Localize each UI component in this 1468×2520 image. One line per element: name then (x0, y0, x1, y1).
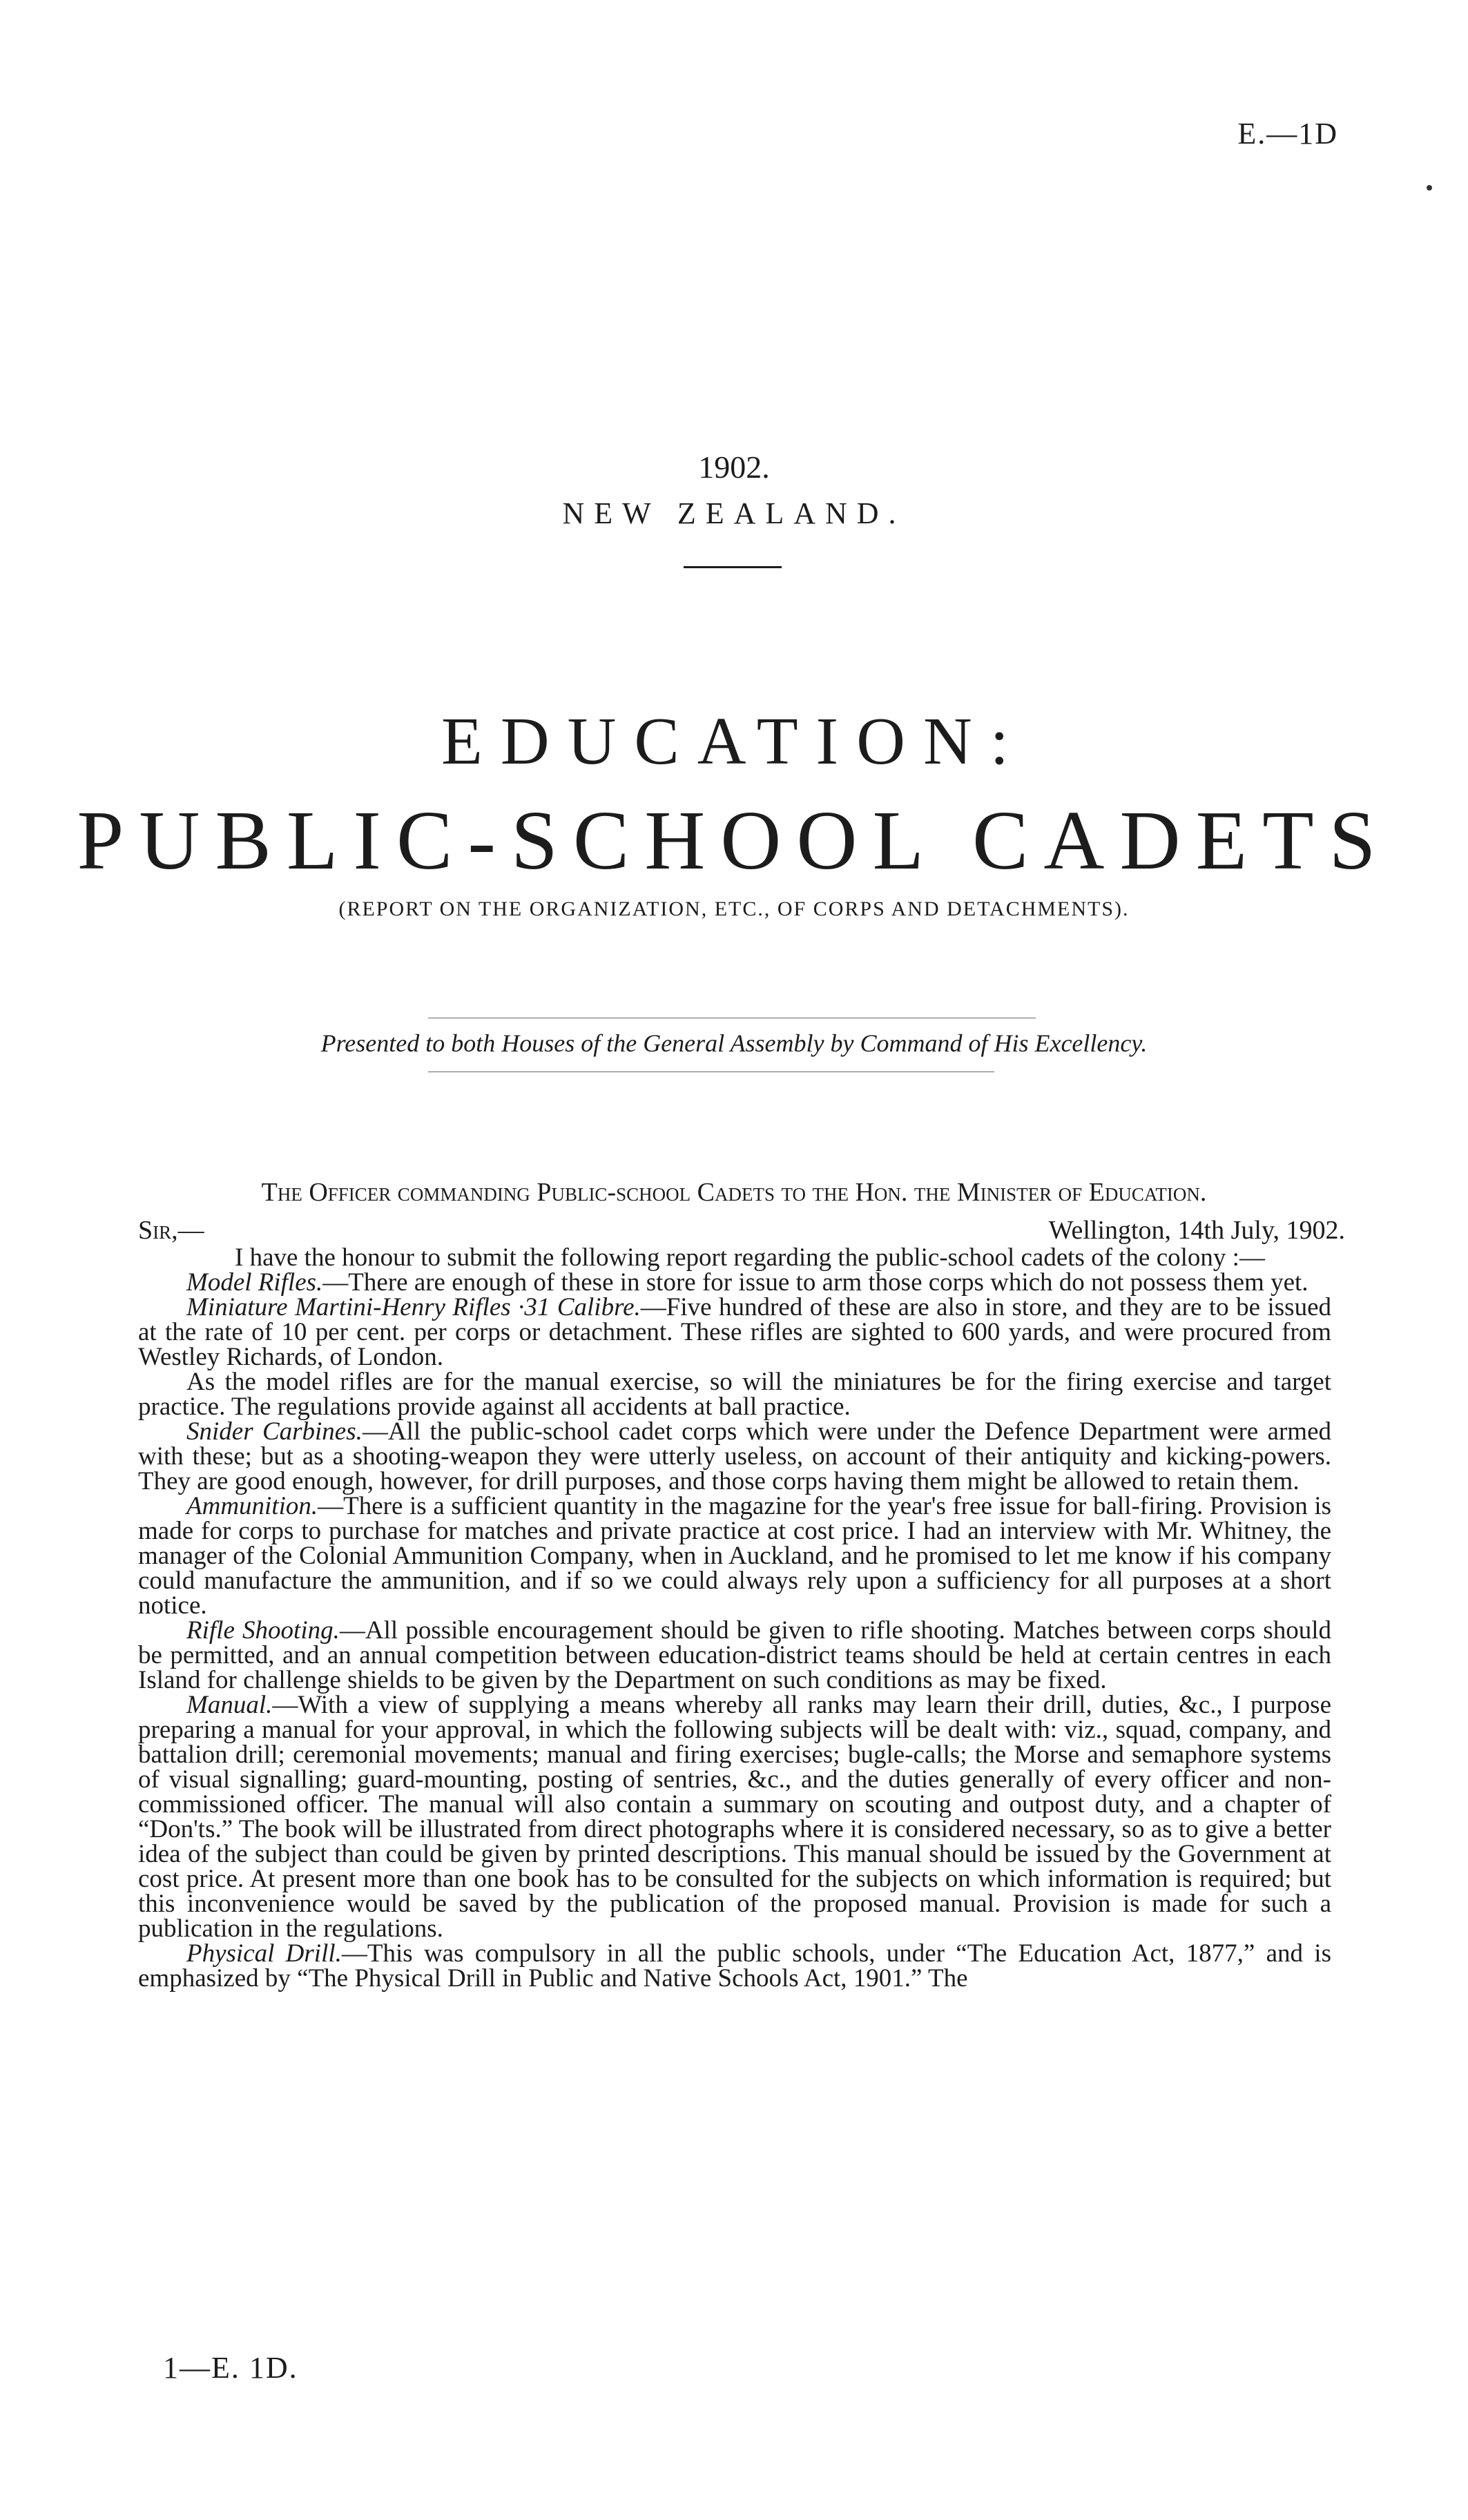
salutation: Sir,— (138, 1216, 204, 1245)
paragraph: Rifle Shooting.—All possible encouragement should be given to rifle shooting. Matches between corps should be permitted, and an annual competition between education-district teams should be held at certain centres in each Island for challenge shields to be given by the Department on such conditions as may be fixed. (138, 1616, 1331, 1694)
paragraph: I have the honour to submit the following report regarding the public-school cadets of the colony :— (235, 1243, 1265, 1272)
ink-spot (1427, 185, 1432, 191)
year: 1902. (698, 449, 770, 485)
paragraph: Manual.—With a view of supplying a means whereby all ranks may learn their drill, duties, &c., I purpose preparing a manual for your approval, in which the following subjects will be dealt with: viz., squad, company, and battalion drill; ceremonial movements; manual and firing exercises; bugle-calls; the Morse and semaphore systems of visual signalling; guard-mounting, posting of sentries, &c., and the duties generally of every officer and non-commissioned officer. The manual will also contain a summary on scouting and outpost duty, and a chapter of “Don'ts.” The book will be illustrated from direct photographs where it is considered necessary, so as to give a better idea of the subject than could be given by printed descriptions. This manual should be issued by the Government at cost price. At present more than one book has to be consulted for the subjects on which information is required; but this inconvenience would be saved by the publication of the proposed manual. Provision is made for such a publication in the regulations. (138, 1691, 1331, 1943)
report-description: (REPORT ON THE ORGANIZATION, ETC., OF CORPS AND DETACHMENTS). (338, 898, 1130, 920)
paragraph: Physical Drill.—This was compulsory in all the public schools, under “The Education Act, 1877,” and is emphasized by “The Physical Drill in Public and Native Schools Act, 1901.” The (138, 1939, 1331, 1993)
letter-body (138, 1243, 1331, 1993)
document-title: EDUCATION: (441, 704, 1027, 779)
letter-heading: The Officer commanding Public-school Cadets to the Hon. the Minister of Education. (261, 1178, 1207, 1207)
paragraph: Miniature Martini-Henry Rifles ·31 Calibre.—Five hundred of these are also in store, and they are to be issued at the rate of 10 per cent. per corps or detachment. These rifles are sighted to 600 yards, and were procured from Westley Richards, of London. (138, 1293, 1331, 1371)
presented-line: Presented to both Houses of the General Assembly by Command of His Excellency. (320, 1029, 1148, 1057)
divider-rule (684, 566, 782, 568)
paragraph: Snider Carbines.—All the public-school cadet corps which were under the Defence Department were armed with these; but as a shooting-weapon they were utterly useless, on account of their antiquity and kicking-powers. They are good enough, however, for drill purposes, and those corps having them might be allowed to retain them. (138, 1417, 1331, 1495)
dateline: Wellington, 14th July, 1902. (1048, 1216, 1345, 1245)
page-reference: E.—1D (1237, 117, 1338, 151)
paragraph: Model Rifles.—There are enough of these in store for issue to arm those corps which do not possess them yet. (186, 1268, 1308, 1297)
document-subtitle: PUBLIC-SCHOOL CADETS (77, 794, 1391, 887)
page-signature: 1—E. 1D. (163, 2351, 298, 2385)
paragraph: Ammunition.—There is a sufficient quantity in the magazine for the year's free issue for ball-firing. Provision is made for corps to purchase for matches and private practice at cost price. I had an interview with Mr. Whitney, the manager of the Colonial Ammunition Company, when in Auckland, and he promised to let me know if his company could manufacture the ammunition, and if so we could always rely upon a sufficiency for all purposes at a short notice. (138, 1492, 1331, 1620)
paragraph: As the model rifles are for the manual exercise, so will the miniatures be for the firing exercise and target practice. The regulations provide against all accidents at ball practice. (138, 1368, 1331, 1421)
country: NEW ZEALAND. (562, 496, 906, 530)
